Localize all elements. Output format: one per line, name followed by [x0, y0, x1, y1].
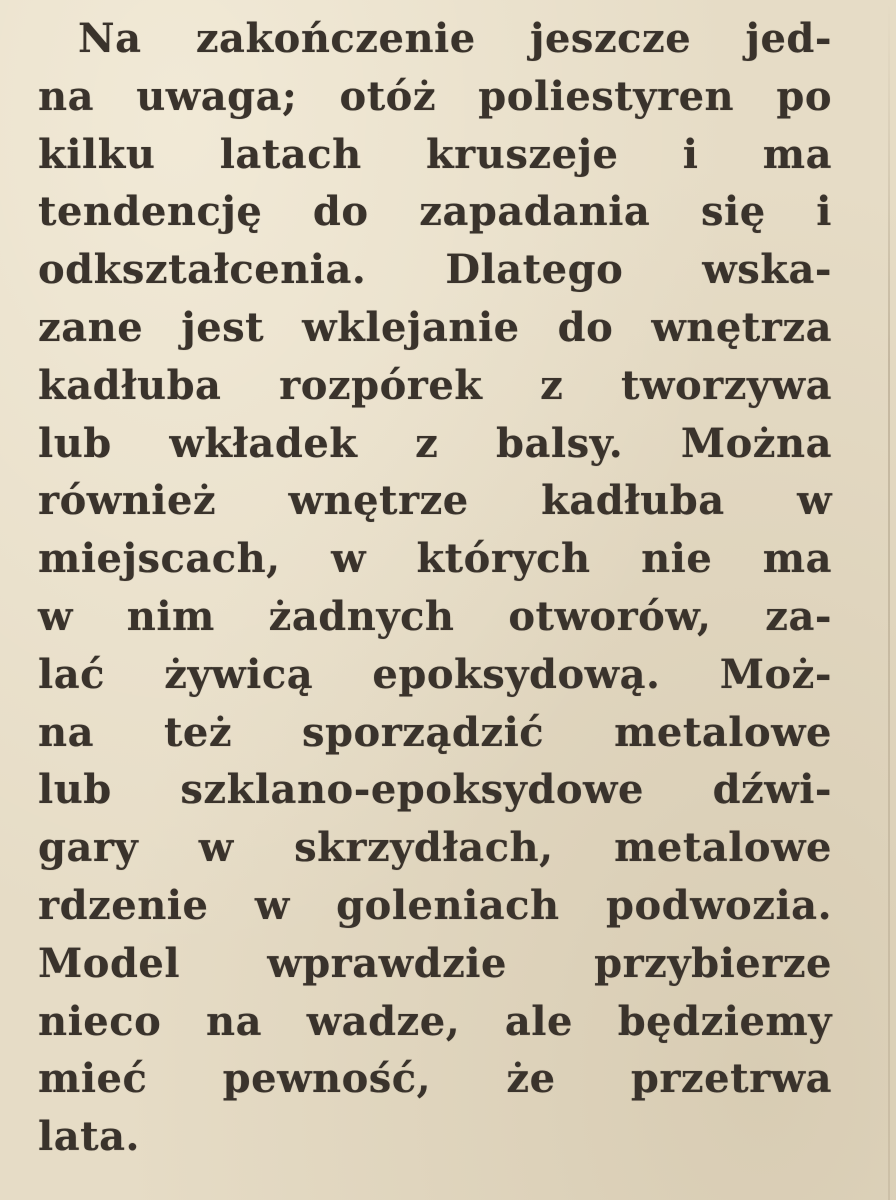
text-line: kadłuba rozpórek z tworzywa [38, 361, 832, 409]
text-line: miejscach, w których nie ma [38, 535, 832, 583]
text-line: nieco na wadze, ale będziemy [38, 997, 832, 1045]
text-line: lub szklano-epoksydowe dźwi- [38, 766, 832, 814]
page-edge-divider [888, 0, 890, 1200]
text-line: odkształcenia. Dlatego wska- [38, 246, 832, 294]
text-line: rdzenie w goleniach podwozia. [38, 881, 832, 929]
text-line: również wnętrze kadłuba w [38, 477, 832, 525]
text-line: kilku latach kruszeje i ma [38, 130, 832, 178]
text-line: lać żywicą epoksydową. Moż- [38, 650, 832, 698]
text-line: lata. [38, 1113, 140, 1161]
text-line: w nim żadnych otworów, za- [38, 592, 832, 640]
text-line: mieć pewność, że przetrwa [38, 1055, 832, 1103]
text-line: tendencję do zapadania się i [38, 188, 832, 236]
article-text [38, 10, 832, 1166]
text-line: Model wprawdzie przybierze [38, 939, 832, 987]
text-line: na uwaga; otóż poliestyren po [38, 72, 832, 120]
text-line: na też sporządzić metalowe [38, 708, 832, 756]
text-line: zane jest wklejanie do wnętrza [38, 303, 832, 351]
text-line: gary w skrzydłach, metalowe [38, 824, 832, 872]
text-line: lub wkładek z balsy. Można [38, 419, 832, 467]
text-line: Na zakończenie jeszcze jed- [78, 15, 832, 62]
